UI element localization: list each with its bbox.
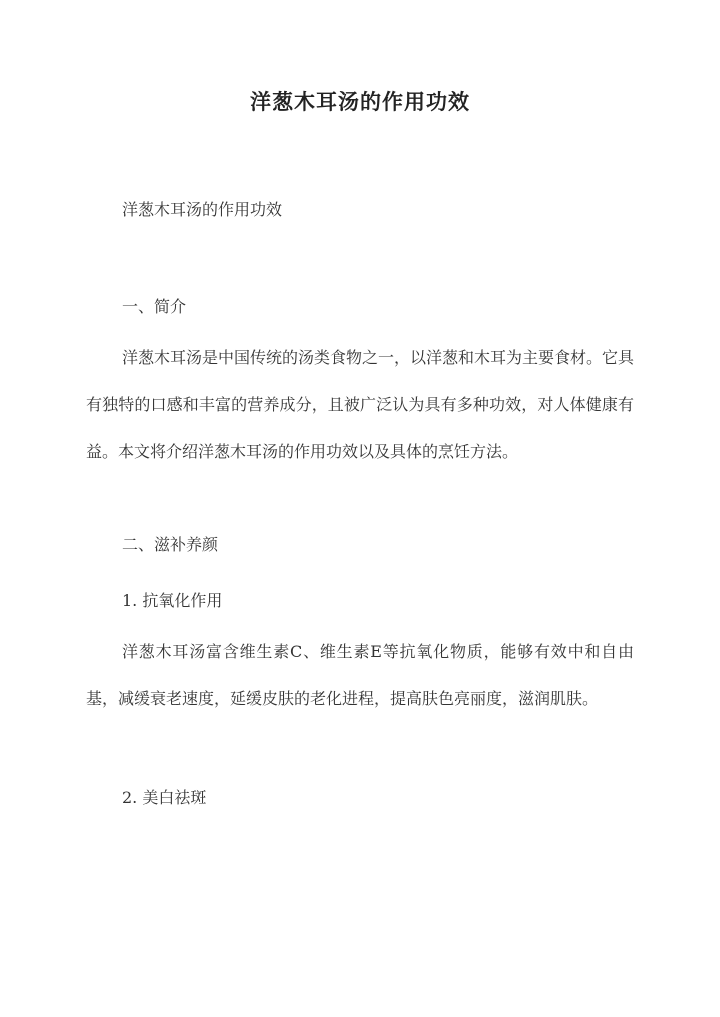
section-heading-nourish: 二、滋补养颜 xyxy=(122,535,219,554)
document-subtitle: 洋葱木耳汤的作用功效 xyxy=(122,200,283,219)
item-heading-whitening: 2. 美白祛斑 xyxy=(122,788,207,807)
section-heading-intro: 一、简介 xyxy=(122,297,187,316)
item-heading-antioxidant: 1. 抗氧化作用 xyxy=(122,591,223,610)
antioxidant-paragraph: 洋葱木耳汤富含维生素C、维生素E等抗氧化物质，能够有效中和自由基，减缓衰老速度，延缓皮肤的老化进程，提高肤色亮丽度，滋润肌肤。 xyxy=(86,642,634,708)
document-title: 洋葱木耳汤的作用功效 xyxy=(250,89,470,114)
intro-paragraph: 洋葱木耳汤是中国传统的汤类食物之一，以洋葱和木耳为主要食材。它具有独特的口感和丰富的营养成分，且被广泛认为具有多种功效，对人体健康有益。本文将介绍洋葱木耳汤的作用功效以及具体的烹饪方法。 xyxy=(86,348,635,461)
